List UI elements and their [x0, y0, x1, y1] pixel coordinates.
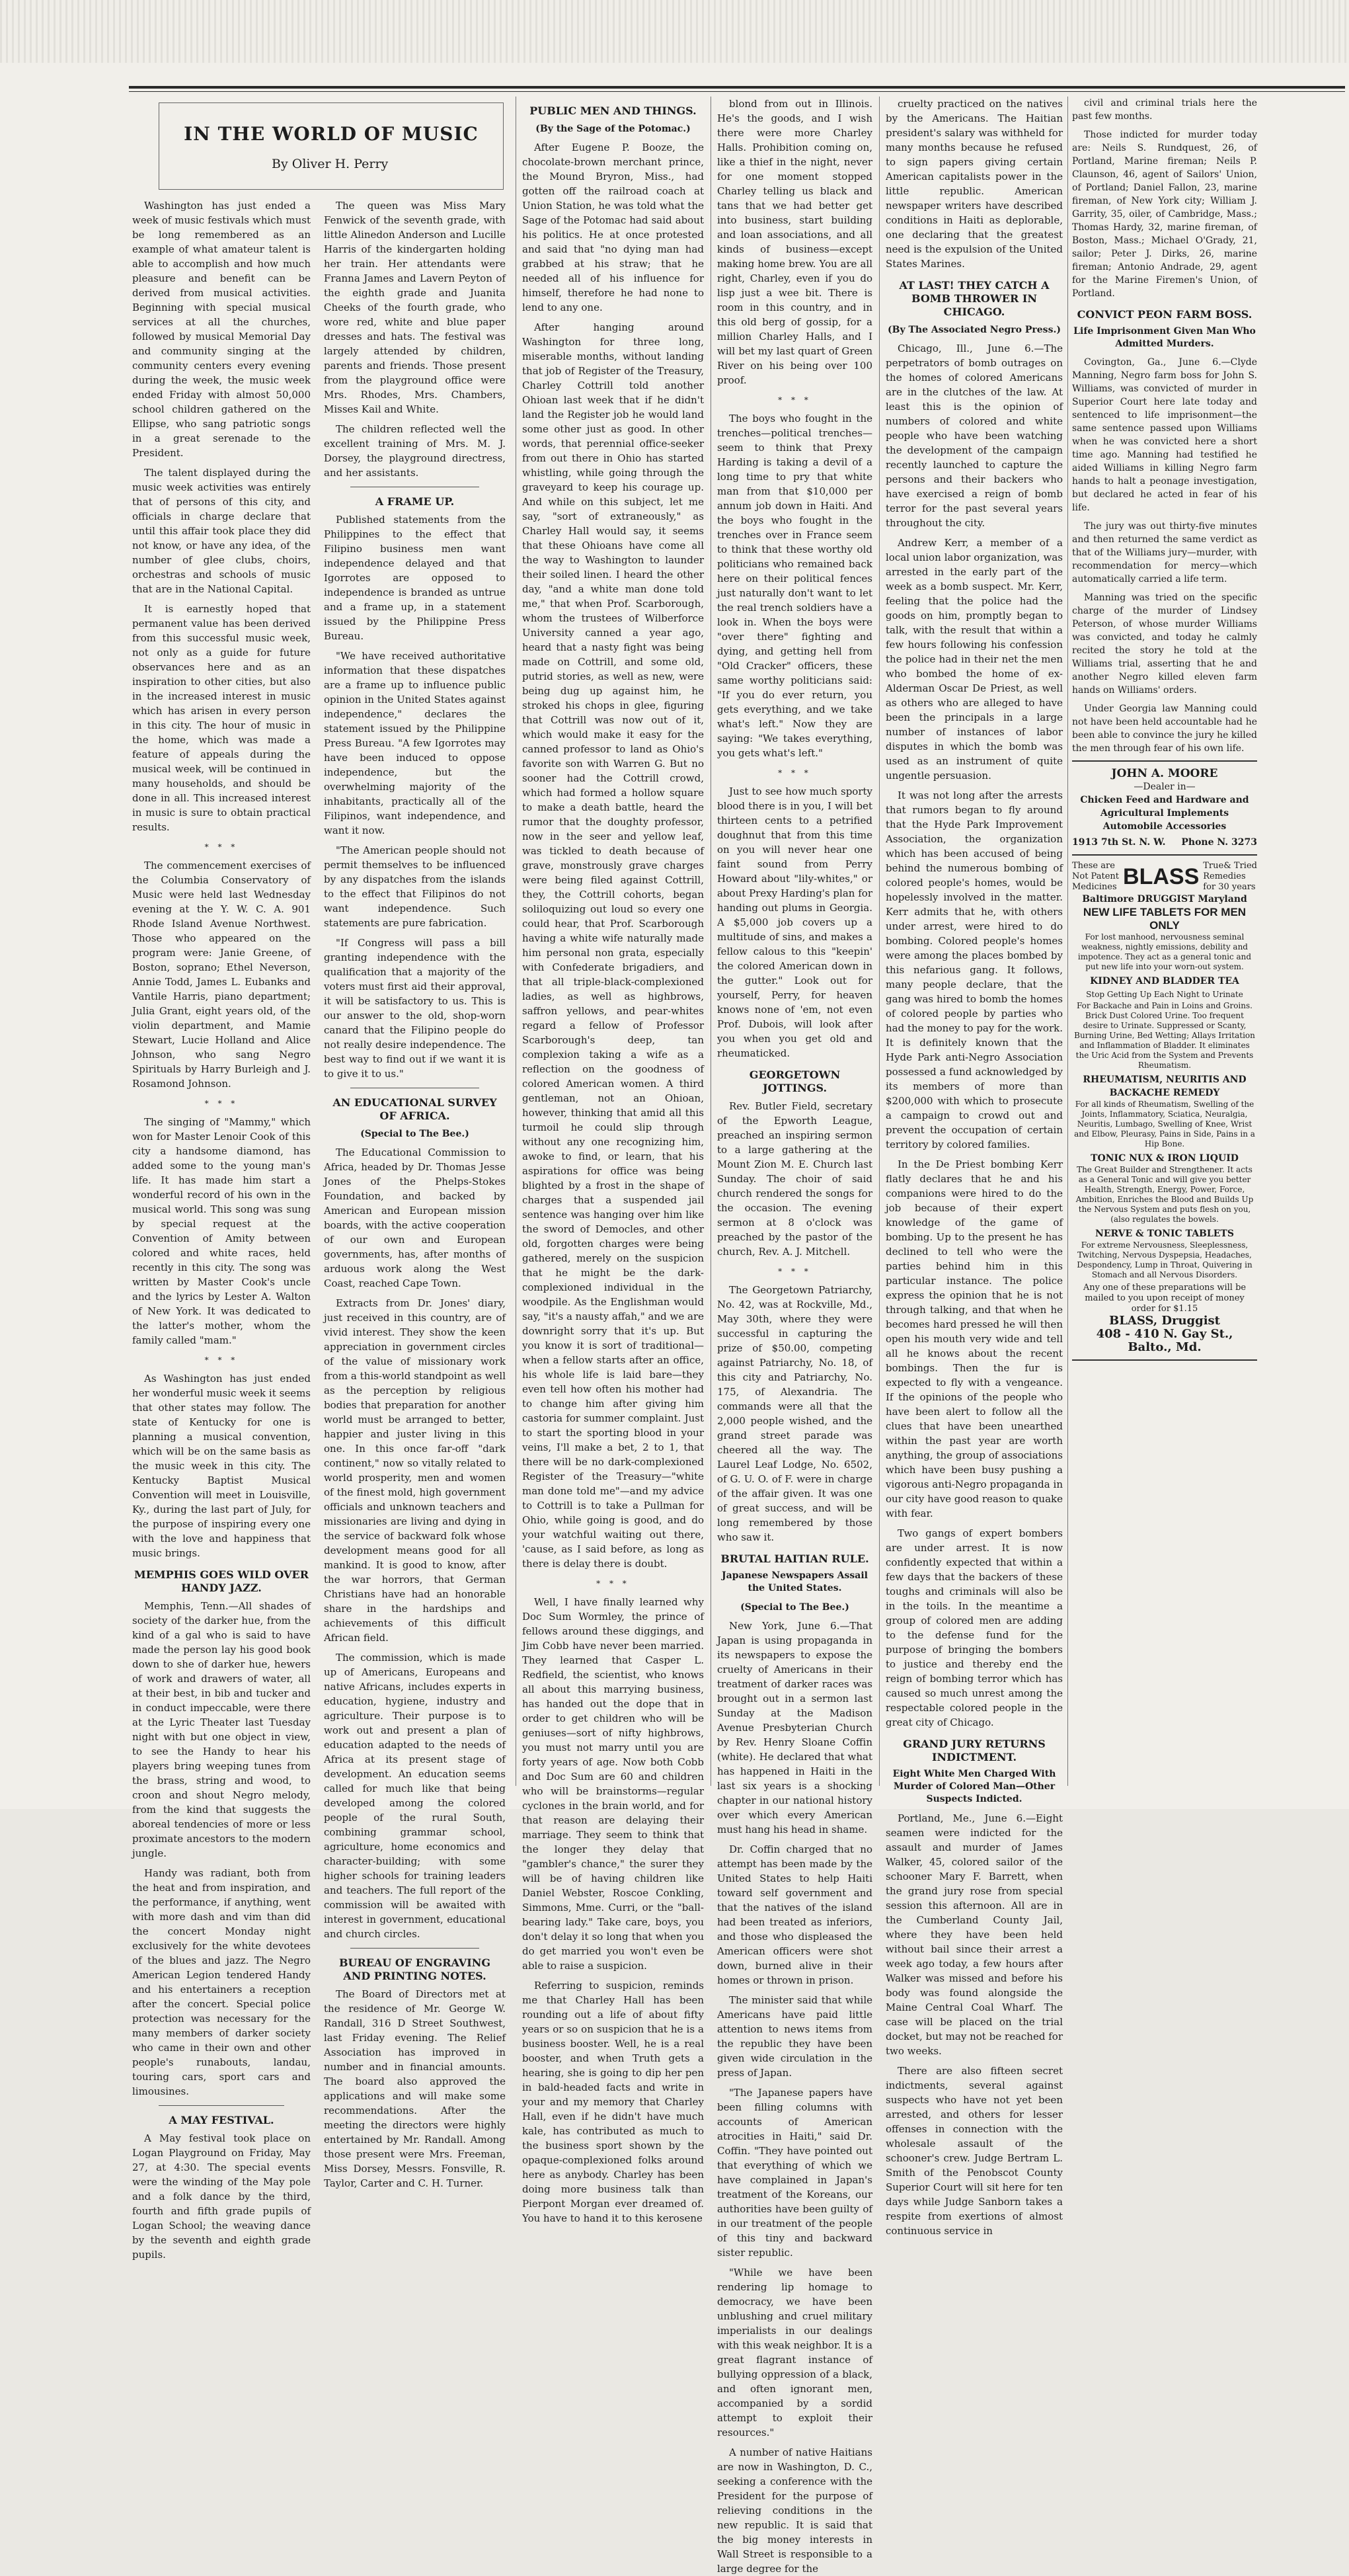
article-paragraph: "While we have been rendering lip homage to democracy, we have been unblushing and cruel military imperialists in our dealings with this weak neighbor. It is a great flagrant instance of bullying oppression of a black, and often ignorant men, accompanied by a sordid attempt to exploit their resources." [717, 2267, 872, 2438]
headline-bomb-thrower: AT LAST! THEY CATCH A BOMB THROWER IN CHICAGO. [899, 279, 1050, 318]
article-paragraph: The boys who fought in the trenches—political trenches—seem to think that Prexy Harding is taking a devil of a long time to pry that white man from that $10,000 per annum job down in Haiti. And the boys who fought in the trenches over in France seem to think that these worthy old politicians who remained back here on their political fences just naturally don't want to let the real trench soldiers have a look in. When the boys were "over there" fighting and dying, and getting hell from "Old Cracker" officers, these same worthy politicians said: "If you do ever return, you gets everything, and we take what's left." Now they are saying: "We takes everything, you gets what's left." [717, 413, 872, 759]
article-paragraph: Manning was tried on the specific charge of the murder of Lindsey Peterson, of whose murder Williams was convicted, and today he calmly recited the story he told at the Williams trial, asserting that he and another Negro killed eleven farm hands on Williams' orders. [1072, 592, 1257, 696]
column-2 [324, 198, 506, 2189]
article-paragraph: Andrew Kerr, a member of a local union labor organization, was arrested in the early part of the week as a bomb suspect. Mr. Kerr, feeling that the police had the goods on him, promptly began to talk, with the result that within a few hours following his confession the police had in their net the men who bombed the home of ex-Alderman Oscar De Priest, as well as others who are alleged to have been the principals in a large number of instances of labor disputes in which the bomb was used as an instrument of quite ungentle persuasion. [886, 537, 1063, 782]
blass-rheum-head: RHEUMATISM, NEURITIS AND BACKACHE REMEDY [1083, 1074, 1247, 1098]
article-paragraph: "The American people should not permit themselves to be influenced by any dispatches from the islands to the effect that Filipinos do not want independence. Such statements are pure fabrication. [324, 844, 506, 929]
headline-educational-survey: AN EDUCATIONAL SURVEY OF AFRICA. [332, 1096, 497, 1122]
article-paragraph: The minister said that while Americans have paid little attention to news items from the republic they have been given wide circulation in the press of Japan. [717, 1994, 872, 2079]
article-paragraph: In the De Priest bombing Kerr flatly declares that he and his companions were hired to do the job because of their expert knowledge of the game of bombing. Up to the present he has declined to tell who were the parties behind him in this particular instance. The police express the opinion that he is not through talking, and that when he becomes hard pressed he will then open his mouth very wide and tell all he knows about the recent bombings. Then the fur is expected to fly with a vengeance. If the opinions of the people who have been alert to follow all the clues that have been unearthed within the past year are worth anything, the group of associations which have been busy pushing a vigorous anti-Negro propaganda in our city have good reason to quake with fear. [886, 1158, 1063, 1519]
article-paragraph: Those indicted for murder today are: Neils S. Rundquest, 26, of Portland, Marine fireman; Neils P. Claunson, 46, agent of Sailors' Union, of Portland; Daniel Fallon, 23, marine fireman, of New York city; William J. Garrity, 35, oiler, of Cambridge, Mass.; Thomas Hardy, 32, marine fireman, of Boston, Mass.; Michael O'Grady, 21, sailor; Peter J. Dirks, 26, marine fireman; Antonio Andrade, 29, agent for the Marine Firemen's Union, of Portland. [1072, 130, 1257, 299]
section-stars: * * * [204, 1355, 239, 1365]
article-paragraph: After hanging around Washington for three long, miserable months, without landing that job of Register of the Treasury, Charley Cottrill told another Ohioan last week that if he didn't land the Register job he would land some other just as good. In other words, that perennial office-seeker from out there in Ohio has started whistling, while going through the graveyard to keep his courage up. And while on this subject, let me say, "sort of extraneously," as Charley Hall would say, it seems that these Ohioans have come all the way to Washington to launder their soiled linen. I heard the other day, "and a white man done told me," that when Prof. Scarborough, whom the trustees of Wilberforce University canned a year ago, heard that a nasty fight was being made on Cottrill, and some old, putrid stories, as well as new, were being dug up against him, he stroked his chops in glee, figuring that Cottrill was now out of it, which would make it easy for the canned professor to land as Ohio's favorite son with Warren G. But no sooner had the Cottrill crowd, which had formed a hollow square to make a death battle, heard the rumor that the doughty professor, now in the seer and yellow leaf, was tickled to death because of grave, monstrously grave charges were being filed against Cottrill, they, the Cottrill cohorts, began soliloquizing out loud so every one could hear, that Prof. Scarborough having a white wife naturally made him personal non grata, especially with Confederate brigadiers, and that all triple-black-complexioned ladies, as well as highbrows, saffron yellows, and pear-whites regard a fellow of Professor Scarborough's deep, tan complexion taking a wife as a reflection on the goodness of colored American women. A third gentleman, not an Ohioan, however, thinking that amid all this turmoil he could slip through without any one recognizing him, awoke to find, or learn, that his aspirations for office was being blighted by a frost in the shape of charges that a suspended jail sentence was hanging over him like the sword of Democles, and other old, forgotten charges were being gathered, merely on the suspicion that he might be the dark-complexioned individual in the woodpile. As the Englishman would say, "it's a nausty affah," and we are downright sorry that it's up. But you know it is sort of traditional—when a fellow starts after an office, his whole life is laid bare—they even tell how often his mother had to change him after giving him castoria for summer complaint. Just to start the sporting blood in your veins, I'll make a bet, 2 to 1, that there will be no dark-complexioned Register of the Treasury—"white man done told me"—and my advice to Cottrill is to take a Pullman for Ohio, while going is good, and do your watchful waiting out there, 'cause, as I said before, as long as there is delay there is doubt. [522, 321, 705, 1570]
article-paragraph: A number of native Haitians are now in Washington, D. C., seeking a conference with the President for the purpose of relieving conditions in the new republic. It is said that the big money interests in Wall Street is responsible to a large degree for the [717, 2446, 872, 2575]
article-paragraph: After Eugene P. Booze, the chocolate-brown merchant prince, the Mound Bryron, Miss., had gotten off the railroad coach at Union Station, he was told what the Sage of the Potomac had said about his politics. He at once protested and said that "no dying man had grabbed at his straw; that he needed all of his influence for himself, therefore he had none to lend to any one. [522, 141, 704, 313]
column-1 [132, 198, 311, 2261]
headline-georgetown: GEORGETOWN JOTTINGS. [749, 1068, 841, 1094]
article-paragraph: The talent displayed during the music week activities was entirely that of persons of this city, and officials in charge declare that until this affair took place they did not know, or have any idea, of the number of glee clubs, choirs, orchestras and schools of music that are in the National Capital. [132, 467, 311, 595]
music-column-byline: By Oliver H. Perry [272, 157, 389, 171]
headline-bureau-engraving: BUREAU OF ENGRAVING AND PRINTING NOTES. [339, 1956, 490, 1982]
blass-right-line: Remedies [1203, 871, 1246, 881]
article-paragraph: The singing of "Mammy," which won for Master Lenoir Cook of this city a handsome diamond, has added some to the young man's life. It has made him start a wonderful record of his own in the musical world. This song was sung by special request at the Convention of Amity between colored and white races, held recently in this city. The song was written by Master Cook's uncle and the lyrics by Lester A. Walton of New York. It was dedicated to the latter's mother, whom the family called "mam." [132, 1116, 311, 1346]
headline-haitian-rule: BRUTAL HAITIAN RULE. [720, 1552, 869, 1565]
headline-frame-up: A FRAME UP. [375, 495, 455, 508]
article-paragraph: civil and criminal trials here the past few months. [1072, 98, 1257, 122]
article-paragraph: Published statements from the Philippines to the effect that Filipino business men want independence delayed and that Igorrotes are opposed to independence is branded as untrue and a frame up, in a statement issued by the Philippine Press Bureau. [324, 514, 506, 642]
article-paragraph: The commencement exercises of the Columbia Conservatory of Music were held last Wednesday evening at the Y. W. C. A. 901 Rhode Island Avenue Northwest. Those who appeared on the program were: Janie Greene, of Boston, soprano; Ethel Neverson, Annie Todd, James L. Eubanks and Vantile Harris, piano department; Julia Grant, eight years old, of the violin department, and Mamie Stewart, Lucie Holland and Alice Johnson, who sang Negro Spirituals by Harry Burleigh and J. Rosamond Johnson. [132, 860, 311, 1090]
top-rule-thin [129, 91, 1345, 92]
article-paragraph: Rev. Butler Field, secretary of the Epworth League, preached an inspiring sermon to a large gathering at the Mount Zion M. E. Church last Sunday. The choir of said church rendered the songs for the occasion. The evening sermon at 8 o'clock was preached by the pastor of the church, Rev. A. J. Mitchell. [717, 1100, 872, 1258]
article-paragraph: It is earnestly hoped that permanent value has been derived from this successful music week, not only as a guide for future observances here and as an inspiration to other cities, but also in the increased interest in music which has arisen in every person in this city. The hour of music in the home, which was made a feature of appeals during the musical week, will be continued in many households, and should be done in all. This increased interest in music is sure to obtain practical results. [132, 603, 311, 833]
article-paragraph: "If Congress will pass a bill granting independence with the qualification that a majority of the voters must first aid their approval, it will be satisfactory to us. This is our answer to the old, shop-worn canard that the Filipino people do not really desire independence. The best way to find out if we want it is to give it to us." [324, 937, 506, 1080]
special-credit: (Special to The Bee.) [740, 1602, 849, 1613]
article-paragraph: blond from out in Illinois. He's the goods, and I wish there were more Charley Halls. Prohibition coming on, like a thief in the night, never for one moment stopped Charley telling us black and tans that we had better get into business, start building and loan associations, and all kinds of business—except making home brew. You are all right, Charley, even if you do lisp just a wee bit. There is room in this country, and in this old berg of gossip, for a million Charley Halls, and I will bet my last quart of Green River on his being over 100 proof. [717, 98, 872, 386]
blass-new-life-head: NEW LIFE TABLETS FOR MEN ONLY [1083, 906, 1247, 932]
article-paragraph: As Washington has just ended her wonderful music week it seems that other states may follow. The state of Kentucky for one is planning a musical convention, which will be on the same basis as the music week in this city. The Kentucky Baptist Musical Convention will meet in Louisville, Ky., during the last part of July, for the purpose of inspiring every one with the love and happiness that music brings. [132, 1373, 311, 1559]
article-paragraph: Well, I have finally learned why Doc Sum Wormley, the prince of fellows around these diggings, and Jim Cobb have never been married. They learned that Casper L. Redfield, the scientist, who knows all about this marrying business, has handed out the dope that in order to get children who will be geniuses—sort of nifty highbrows, you must not marry until you are forty years of age. Now both Cobb and Doc Sum are 60 and children who will be brainstorms—regular cyclones in the brain world, and for that reason are delaying their marriage. They seem to think that the longer they delay that "gambler's chance," the surer they will be of having children like Daniel Webster, Roscoe Conkling, Simmons, Mme. Curri, or the "ball-bearing lady." Take care, boys, you don't delay it so long that when you do get married you won't even be able to raise a suspicion. [522, 1596, 704, 1972]
section-stars: * * * [778, 395, 812, 405]
divider [159, 2105, 284, 2106]
article-paragraph: Extracts from Dr. Jones' diary, just received in this country, are of vivid interest. They show the keen appreciation in government circles of the value of missionary work from a this-world standpoint as well as the perception by religious bodies that preparation for another world must be arranged to better, happier and juster living in this one. In this once far-off "dark continent," now so vitally related to world prosperity, men and women of the finest mold, high government officials and unknown teachers and missionaries are living and dying in the service of backward folk whose development means good for all mankind. It is good to know, after the war horrors, that German Christians have had an honorable share in the hardships and achievements of this difficult African field. [324, 1297, 506, 1644]
column-rule [879, 97, 880, 1786]
article-paragraph: "We have received authoritative information that these dispatches are a frame up to influence public opinion in the United States against independence," declares the statement issued by the Philippine Press Bureau. "A few Igorrotes may have been induced to oppose independence, but the overwhelming majority of the inhabitants, practically all of the Filipinos, want independence, and want it now. [324, 650, 506, 836]
headline-grand-jury: GRAND JURY RETURNS INDICTMENT. [903, 1738, 1046, 1763]
moore-advertisement [1072, 760, 1257, 856]
article-paragraph: New York, June 6.—That Japan is using propaganda in its newspapers to expose the cruelty of Americans in their treatment of darker races was brought out in a sermon last Sunday at the Madison Avenue Presbyterian Church by Rev. Henry Sloane Coffin (white). He declared that what has happened in Haiti in the last six years is a shocking chapter in our national history over which every American must hang his head in shame. [717, 1620, 872, 1835]
blass-address: 408 - 410 N. Gay St., [1096, 1327, 1233, 1341]
special-credit: (Special to The Bee.) [360, 1129, 469, 1139]
blass-left-line: These are [1072, 861, 1115, 871]
blass-nerve-head: NERVE & TONIC TABLETS [1095, 1228, 1234, 1239]
column-3 [522, 97, 705, 2224]
column-5 [886, 97, 1063, 2237]
music-column-title-box [159, 102, 504, 190]
article-paragraph: It was not long after the arrests that rumors began to fly around that the Hyde Park Improvement Association, the organization which has been accused of being behind the numerous bombing of colored people's homes, would be hopelessly involved in the matter. Kerr admits that he, with others under arrest, were hired to do bombing. Colored people's homes were among the places bombed by this nefarious gang. It follows, many people declare, that the gang was hired to bomb the homes of colored people by parties who had the money to pay for the work. It is definitely known that the Hyde Park anti-Negro Association possessed a fund acknowledged by its members of more than $200,000 with which to prosecute a campaign to crowd out and prevent the occupation of certain territory by colored families. [886, 789, 1063, 1150]
music-column-title: IN THE WORLD OF MUSIC [184, 123, 479, 145]
headline-peon-farm: CONVICT PEON FARM BOSS. [1077, 308, 1253, 321]
article-paragraph: Memphis, Tenn.—All shades of society of the darker hue, from the kind of a gal who is said to have made the person lay his good book down to she of darker hue, hewers of work and drawers of water, all at their best, in bib and tucker and in conduct impeccable, were there at the Lyric Theater last Tuesday night with but one object in view, to see the Handy to hear his players bring weeping tunes from the brass, string and wood, to croon and shout Negro melody, from the kind that suggests the aboreal tendencies of more or less proximate ancestors to the modern jungle. [132, 1600, 311, 1859]
section-stars: * * * [778, 1267, 812, 1276]
moore-dealer: —Dealer in— [1134, 782, 1196, 792]
top-rule [129, 86, 1345, 89]
article-paragraph: Washington has just ended a week of music festivals which must be long remembered as an example of what amateur talent is able to accomplish and how much pleasure and benefit can be derived from musical activities. Beginning with special musical services at all the churches, followed by musical Memorial Day and community singing at the community centers every evening during the week, the music week ended Friday with almost 50,000 school children gathered on the Ellipse, who sang patriotic songs in a great serenade to the President. [132, 200, 311, 459]
blass-mail-note: Any one of these preparations will be mailed to you upon receipt of money order for $1.15 [1083, 1283, 1247, 1314]
section-stars: * * * [204, 1099, 239, 1108]
article-paragraph: Two gangs of expert bombers are under arrest. It is now confidently expected that within a few days that the backers of these toughs and criminals will also be in the toils. In the meantime a group of colored men are adding to the defense fund for the purpose of bringing the bombers to justice and thereby end the reign of bombing terror which has caused so much unrest among the respectable colored people in the great city of Chicago. [886, 1527, 1063, 1728]
article-paragraph: Just to see how much sporty blood there is in you, I will bet thirteen cents to a petrified doughnut that from this time on you will never hear one faint sound from Perry Howard about "lily-whites," or about Prexy Harding's plan for handing out plums in Georgia. A $5,000 job covers up a multitude of sins, and makes a fellow calous to this "keepin' the colored American down in the gutter." Look out for yourself, Perry, for heaven knows none of 'em, not even Prof. Dubois, will look after you when you get old and rheumaticked. [717, 785, 872, 1059]
blass-firm: BLASS, Druggist [1109, 1314, 1220, 1328]
section-stars: * * * [596, 1579, 630, 1588]
blass-right-line: True& Tried [1203, 861, 1257, 871]
moore-phone: Phone N. 3273 [1181, 837, 1257, 848]
blass-kidney-head: KIDNEY AND BLADDER TEA [1090, 976, 1239, 986]
article-paragraph: There are also fifteen secret indictments, several against suspects who have not yet been arrested, and others for lesser offenses in connection with the wholesale assault of the schooner's crew. Judge Bertram L. Smith of the Penobscot County Superior Court will sit here for ten days while Judge Sanborn takes a respite from exertions of almost continuous service in [886, 2065, 1063, 2237]
article-paragraph: Portland, Me., June 6.—Eight seamen were indicted for the assault and murder of James Walker, 45, colored sailor of the schooner Mary F. Barrett, when the grand jury rose from special session this afternoon. All are in the Cumberland County Jail, where they have been held without bail since their arrest a week ago today, a few hours after Walker was missed and before his body was found alongside the Maine Central Coal Wharf. The case will be placed on the trial docket, but may not be reached for two weeks. [886, 1812, 1063, 2057]
byline-sage: (By the Sage of the Potomac.) [535, 124, 691, 134]
article-paragraph: "The Japanese papers have been filling columns with accounts of American atrocities in Haiti," said Dr. Coffin. "They have pointed out that everything of which we have complained in Japan's treatment of the Koreans, our authorities have been guilty of in our treatment of the people of this tiny and backward sister republic. [717, 2087, 872, 2259]
blass-new-life-text: For lost manhood, nervousness seminal weakness, nightly emissions, debility and impotence. They act as a general tonic and put new life into your worn-out system. [1077, 932, 1252, 971]
article-paragraph: The children reflected well the excellent training of Mrs. M. J. Dorsey, the playground directress, and her assistants. [324, 423, 506, 479]
blass-logo: BLASS [1123, 864, 1200, 889]
headline-memphis: MEMPHIS GOES WILD OVER HANDY JAZZ. [134, 1568, 309, 1594]
section-stars: * * * [204, 842, 239, 852]
article-paragraph: Under Georgia law Manning could not have been held accountable had he been able to convince the jury he killed the men through fear of his own life. [1072, 704, 1257, 754]
headline-may-festival: A MAY FESTIVAL. [169, 2114, 274, 2126]
article-paragraph: cruelty practiced on the natives by the Americans. The Haitian president's salary was withheld for many months because he refused to sign papers giving certain American capitalists power in the little republic. American newspaper writers have described conditions in Haiti as deplorable, one declaring that the greatest need is the expulsion of the United States Marines. [886, 98, 1063, 270]
article-paragraph: Referring to suspicion, reminds me that Charley Hall has been rounding out a life of about fifty years or so on suspicion that he is a business booster. Well, he is a real booster, and when Truth gets a hearing, she is going to dip her pen in bald-headed facts and write in your and my memory that Charley Hall, even if he didn't have much kale, has contributed as much to the business sport shown by the opaque-complexioned folks around here as anybody. Charley has been doing more business talk than Pierpont Morgan ever dreamed of. You have to hand it to this kerosene [522, 1980, 704, 2224]
blass-nerve-text: For extreme Nervousness, Sleeplessness, Twitching, Nervous Dyspepsia, Headaches, Despondency, Lump in Throat, Quivering in Stomach and all Nervous Disorders. [1077, 1240, 1253, 1279]
article-paragraph: Dr. Coffin charged that no attempt has been made by the United States to help Haiti toward self government and that the natives of the island had been treated as inferiors, and those who displeased the American officers were shot down, burned alive in their homes or thrown in prison. [717, 1843, 872, 1986]
divider [350, 1948, 479, 1949]
article-paragraph: The jury was out thirty-five minutes and then returned the same verdict as that of the Williams jury—murder, with recommendation for mercy—which automatically carried a life term. [1072, 521, 1257, 584]
section-stars: * * * [778, 768, 812, 778]
blass-left-line: Medicines [1072, 882, 1117, 892]
article-paragraph: The Board of Directors met at the residence of Mr. George W. Randall, 316 D Street Southwest, last Friday evening. The Relief Association has improved in number and in financial amounts. The board also approved the applications and will make some recommendations. After the meeting the directors were highly entertained by Mr. Randall. Among those present were Mrs. Freeman, Miss Dorsey, Messrs. Fonsville, R. Taylor, Carter and C. H. Turner. [324, 1988, 506, 2189]
article-paragraph: Handy was radiant, both from the heat and from inspiration, and the performance, if anything, went with more dash and vim than did the concert Monday night exclusively for the white devotees of the blues and jazz. The Negro American Legion tendered Handy and his entertainers a reception after the concert. Special police protection was necessary for the many members of darker society who came in their own and other people's runabouts, landau, touring cars, sport cars and limousines. [132, 1867, 311, 2097]
moore-name: JOHN A. MOORE [1111, 767, 1218, 780]
deck-grand-jury: Eight White Men Charged With Murder of Colored Man—Other Suspects Indicted. [892, 1769, 1056, 1804]
article-paragraph: The Georgetown Patriarchy, No. 42, was at Rockville, Md., May 30th, where they were successful in capturing the prize of $50.00, competing against Patriarchy, No. 18, of this city and Patriarchy, No. 175, of Alexandria. The commands were all that the 2,000 people wished, and the grand street parade was cheered all the way. The Laurel Leaf Lodge, No. 6502, of G. U. O. of F. were in charge of the affair given. It was one of great success, and will be long remembered by those who saw it. [717, 1284, 872, 1543]
column-4 [717, 97, 872, 2575]
blass-left-line: Not Patent [1072, 871, 1119, 881]
blass-tagline: Baltimore DRUGGIST Maryland [1082, 894, 1247, 905]
moore-line: Automobile Accessories [1102, 821, 1227, 832]
column-rule [1067, 97, 1068, 1786]
moore-line: Chicken Feed and Hardware and [1080, 795, 1249, 805]
blass-tonic-head: TONIC NUX & IRON LIQUID [1091, 1153, 1239, 1164]
deck-haitian: Japanese Newspapers Assail the United States. [722, 1570, 868, 1593]
moore-address: 1913 7th St. N. W. [1072, 837, 1166, 848]
article-paragraph: The commission, which is made up of Americans, Europeans and native Africans, includes experts in education, hygiene, industry and agriculture. Their purpose is to work out and present a plan of education adapted to the needs of Africa at its present stage of development. An education seems called for much like that being developed among the colored people of the rural South, combining grammar school, agriculture, home economics and character-building; with some higher schools for training leaders and teachers. The full report of the commission will be awaited with interest in government, educational and church circles. [324, 1652, 506, 1940]
special-credit: (By The Associated Negro Press.) [888, 325, 1061, 335]
blass-tonic-text: The Great Builder and Strengthener. It acts as a General Tonic and will give you better Health, Strength, Energy, Power, Force, Ambition, Enriches the Blood and Builds Up the Nervous System and puts flesh on you, (also regulates the bowels. [1075, 1165, 1254, 1224]
article-paragraph: The Educational Commission to Africa, headed by Dr. Thomas Jesse Jones of the Phelps-Stokes Foundation, and backed by American and European mission boards, with the active cooperation of our own and European governments, has, after months of arduous work along the West Coast, reached Cape Town. [324, 1147, 506, 1289]
article-paragraph: Chicago, Ill., June 6.—The perpetrators of bomb outrages on the homes of colored Americans are in the clutches of the law. At least this is the opinion of numbers of colored and white people who have been watching the development of the campaign recently launched to capture the persons and their backers who have exercised a reign of bomb terror for the past several years throughout the city. [886, 342, 1063, 529]
blass-right-line: for 30 years [1203, 882, 1256, 892]
headline-public-men: PUBLIC MEN AND THINGS. [529, 104, 697, 117]
article-paragraph: The queen was Miss Mary Fenwick of the seventh grade, with little Alinedon Anderson and Lucille Harris of the kindergarten holding her train. Her attendants were Franna James and Lavern Peyton of the eighth grade and Juanita Cheeks of the fourth grade, who wore red, white and blue paper dresses and hats. The festival was largely attended by children, parents and friends. Those present from the playground office were Mrs. Rhodes, Mrs. Chambers, Misses Kail and White. [324, 200, 506, 415]
blass-advertisement [1072, 861, 1257, 1361]
article-paragraph: A May festival took place on Logan Playground on Friday, May 27, at 4:30. The special events were the winding of the May pole and a folk dance by the third, fourth and fifth grade pupils of Logan School; the weaving dance by the seventh and eighth grade pupils. [132, 2132, 311, 2261]
column-6 [1072, 97, 1257, 1786]
blass-city: Balto., Md. [1128, 1340, 1202, 1354]
blass-rheum-text: For all kinds of Rheumatism, Swelling of the Joints, Inflammatory, Sciatica, Neuralgia, Neuritis, Lumbago, Swelling of Knee, Wrist and Elbow, Pleurasy, Pains in Side, Pains in a Hip Bone. [1074, 1100, 1255, 1148]
deck-peon: Life Imprisonment Given Man Who Admitted Murders. [1073, 326, 1256, 349]
article-paragraph: Covington, Ga., June 6.—Clyde Manning, Negro farm boss for John S. Williams, was convicted of murder in Superior Court here late today and sentenced to life imprisonment—the same sentence passed upon Williams when he was convicted here a short time ago. Manning had testified he aided Williams in killing Negro farm hands to halt a peonage investigation, but declared he acted in fear of his life. [1072, 357, 1257, 513]
scan-edge-texture [0, 0, 1349, 63]
blass-kidney-sub: Stop Getting Up Each Night to Urinate [1086, 990, 1243, 999]
blass-kidney-text: For Backache and Pain in Loins and Groins. Brick Dust Colored Urine. Too frequent desire to Urinate. Suppressed or Scanty, Burning Urine, Bed Wetting; Allays Irritation and Inflammation of Bladder. It eliminates the Uric Acid from the System and Prevents Rheumatism. [1074, 1001, 1255, 1070]
moore-line: Agricultural Implements [1100, 808, 1229, 819]
